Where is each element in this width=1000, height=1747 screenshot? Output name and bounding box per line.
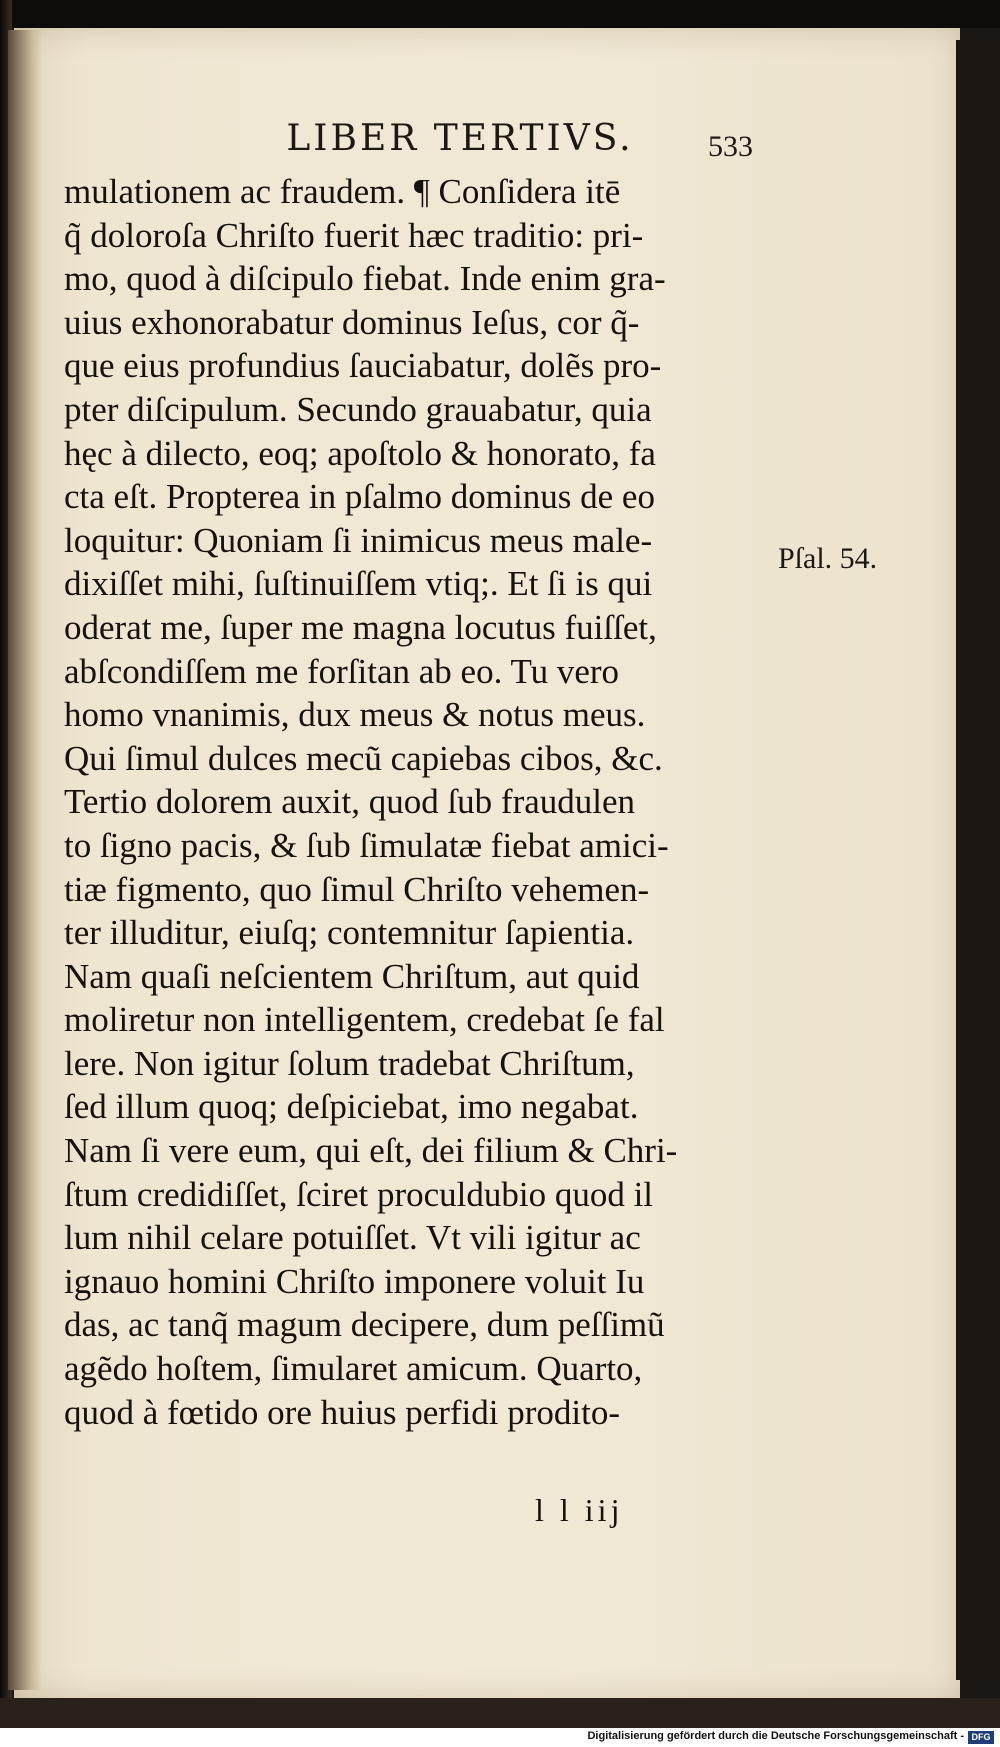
funding-credit: Digitalisierung gefördert durch die Deutsche Forschungsgemeinschaft - bbox=[587, 1730, 964, 1742]
text-line: que eius profundius ſauciabatur, dolẽs pro- bbox=[64, 346, 662, 386]
text-line: homo vnanimis, dux meus & notus meus. bbox=[64, 695, 646, 735]
body-text bbox=[64, 170, 764, 1434]
text-line: moliretur non intelligentem, credebat ſe fal bbox=[64, 1000, 665, 1040]
page-number: 533 bbox=[708, 130, 753, 163]
text-line: Nam ſi vere eum, qui eſt, dei filium & Chri- bbox=[64, 1131, 678, 1171]
text-line: lere. Non igitur ſolum tradebat Chriſtum, bbox=[64, 1043, 635, 1083]
spine-shadow bbox=[8, 30, 42, 1690]
running-head: LIBER TERTIVS. bbox=[286, 118, 634, 159]
text-line: ignauo homini Chriſto imponere voluit Iu bbox=[64, 1261, 645, 1301]
text-line: cta eſt. Propterea in pſalmo dominus de eo bbox=[64, 477, 655, 517]
text-line: Qui ſimul dulces mecũ capiebas cibos, &c. bbox=[64, 738, 663, 778]
signature-mark: l l iij bbox=[535, 1492, 624, 1528]
text-line: abſcondiſſem me forſitan ab eo. Tu vero bbox=[64, 651, 620, 691]
text-line: quod à fœtido ore huius perfidi prodito- bbox=[64, 1392, 621, 1432]
text-line: q̃ doloroſa Chriſto fuerit hæc traditio: pri- bbox=[64, 215, 644, 255]
dfg-logo: DFG bbox=[968, 1731, 994, 1744]
text-line: ſed illum quoq; deſpiciebat, imo negabat. bbox=[64, 1087, 639, 1127]
text-line: hęc à dilecto, eoq; apoſtolo & honorato, fa bbox=[64, 433, 656, 473]
text-line: lum nihil celare potuiſſet. Vt vili igitur ac bbox=[64, 1218, 641, 1258]
text-line: agẽdo hoſtem, ſimularet amicum. Quarto, bbox=[64, 1349, 643, 1389]
text-line: das, ac tanq̃ magum decipere, dum peſſimũ bbox=[64, 1305, 665, 1345]
text-line: oderat me, ſuper me magna locutus fuiſſet, bbox=[64, 607, 657, 647]
page-edge bbox=[956, 40, 1000, 1680]
text-line: tiæ figmento, quo ſimul Chriſto vehemen- bbox=[64, 869, 650, 909]
text-line: loquitur: Quoniam ſi inimicus meus male- bbox=[64, 520, 653, 560]
text-line: ter illuditur, eiuſq; contemnitur ſapientia. bbox=[64, 913, 635, 953]
text-line: to ſigno pacis, & ſub ſimulatæ fiebat amici- bbox=[64, 825, 669, 865]
text-line: Nam quaſi neſcientem Chriſtum, aut quid bbox=[64, 956, 640, 996]
text-line: uius exhonorabatur dominus Ieſus, cor q̃- bbox=[64, 302, 640, 342]
text-line: ſtum credidiſſet, ſciret proculdubio quod il bbox=[64, 1174, 654, 1214]
text-line: mo, quod à diſcipulo fiebat. Inde enim gra- bbox=[64, 259, 666, 299]
scan-border bbox=[0, 0, 1000, 28]
marginal-note: Pſal. 54. bbox=[778, 542, 878, 575]
text-line: pter diſcipulum. Secundo grauabatur, quia bbox=[64, 389, 652, 429]
text-line: mulationem ac fraudem. ¶ Conſidera itē bbox=[64, 172, 621, 211]
text-line: dixiſſet mihi, ſuſtinuiſſem vtiq;. Et ſi is qui bbox=[64, 564, 653, 604]
text-line: Tertio dolorem auxit, quod ſub fraudulen bbox=[64, 782, 636, 822]
